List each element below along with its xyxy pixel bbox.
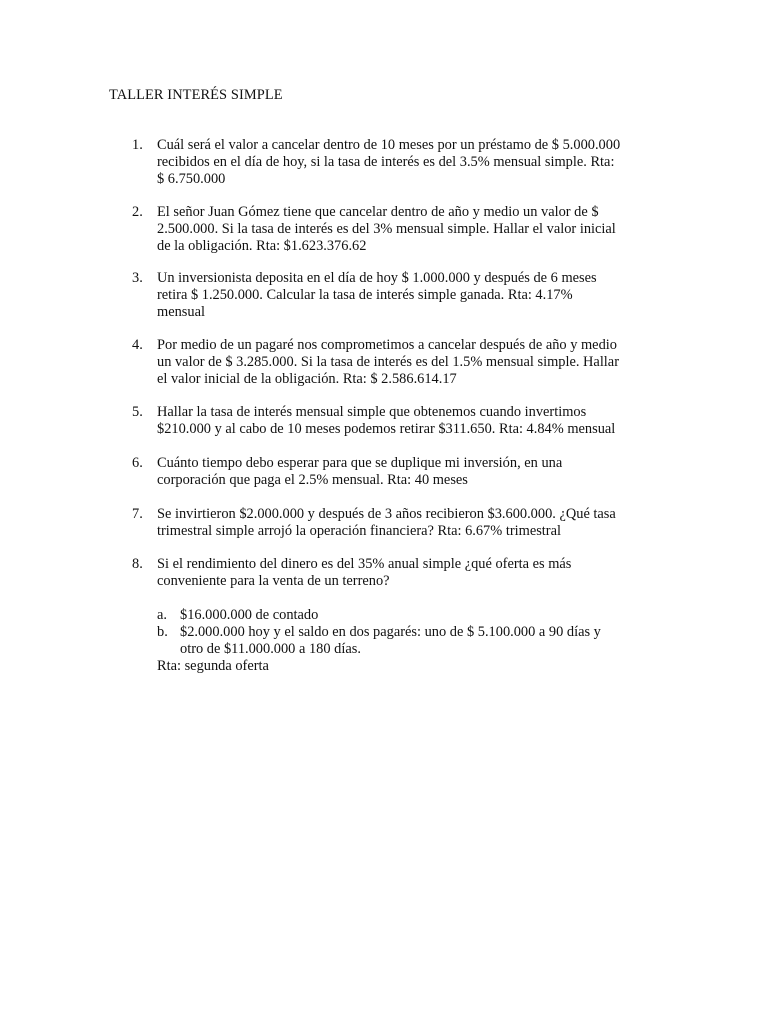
problem-number: 8. (132, 556, 143, 572)
problem-text: Si el rendimiento del dinero es del 35% anual simple ¿qué oferta es más conveniente para la venta de un terreno? (157, 556, 572, 589)
problem-item (132, 337, 662, 388)
problem-item (132, 204, 662, 255)
problem-number: 2. (132, 204, 143, 220)
problem-text: Un inversionista deposita en el día de hoy $ 1.000.000 y después de 6 meses retira $ 1.250.000. Calcular la tasa de interés simple ganada. Rta: 4.17% mensual (157, 270, 597, 320)
options-list (132, 607, 662, 658)
problem-text: Cuánto tiempo debo esperar para que se duplique mi inversión, en una corporación que paga el 2.5% mensual. Rta: 40 meses (157, 455, 563, 488)
answer-text: Rta: segunda oferta (157, 658, 269, 674)
problem-item (132, 455, 662, 489)
problem-number: 7. (132, 506, 143, 522)
option-text: $2.000.000 hoy y el saldo en dos pagarés: uno de $ 5.100.000 a 90 días y otro de $11.000.000 a 180 días. (180, 624, 601, 657)
problem-number: 4. (132, 337, 143, 353)
problem-number: 1. (132, 137, 143, 153)
problem-item (132, 270, 662, 321)
option-label: b. (157, 624, 168, 640)
problem-item (132, 556, 662, 675)
option-label: a. (157, 607, 167, 623)
problem-item (132, 404, 662, 438)
problem-text: Por medio de un pagaré nos comprometimos a cancelar después de año y medio un valor de $ 3.285.000. Si la tasa de interés es del 1.5% mensual simple. Hallar el valor inicial de la obligación. Rta: $ 2.586.614.17 (157, 337, 619, 387)
problem-text: El señor Juan Gómez tiene que cancelar dentro de año y medio un valor de $ 2.500.000. Si la tasa de interés es del 3% mensual simple. Hallar el valor inicial de la obligación. Rta: $1.623.376.62 (157, 204, 616, 254)
problem-number: 6. (132, 455, 143, 471)
problem-item (132, 506, 662, 540)
problem-text: Hallar la tasa de interés mensual simple que obtenemos cuando invertimos $210.000 y al cabo de 10 meses podemos retirar $311.650. Rta: 4.84% mensual (157, 404, 616, 437)
problem-item (132, 137, 662, 188)
problem-text: Cuál será el valor a cancelar dentro de 10 meses por un préstamo de $ 5.000.000 recibidos en el día de hoy, si la tasa de interés es del 3.5% mensual simple. Rta: $ 6.750.000 (157, 137, 621, 187)
problem-number: 3. (132, 270, 143, 286)
option-item (157, 607, 662, 624)
problem-text: Se invirtieron $2.000.000 y después de 3 años recibieron $3.600.000. ¿Qué tasa trimestral simple arrojó la operación financiera? Rta: 6.67% trimestral (157, 506, 616, 539)
option-item (157, 624, 662, 658)
problem-number: 5. (132, 404, 143, 420)
document-title: TALLER INTERÉS SIMPLE (109, 87, 283, 103)
option-text: $16.000.000 de contado (180, 607, 319, 623)
